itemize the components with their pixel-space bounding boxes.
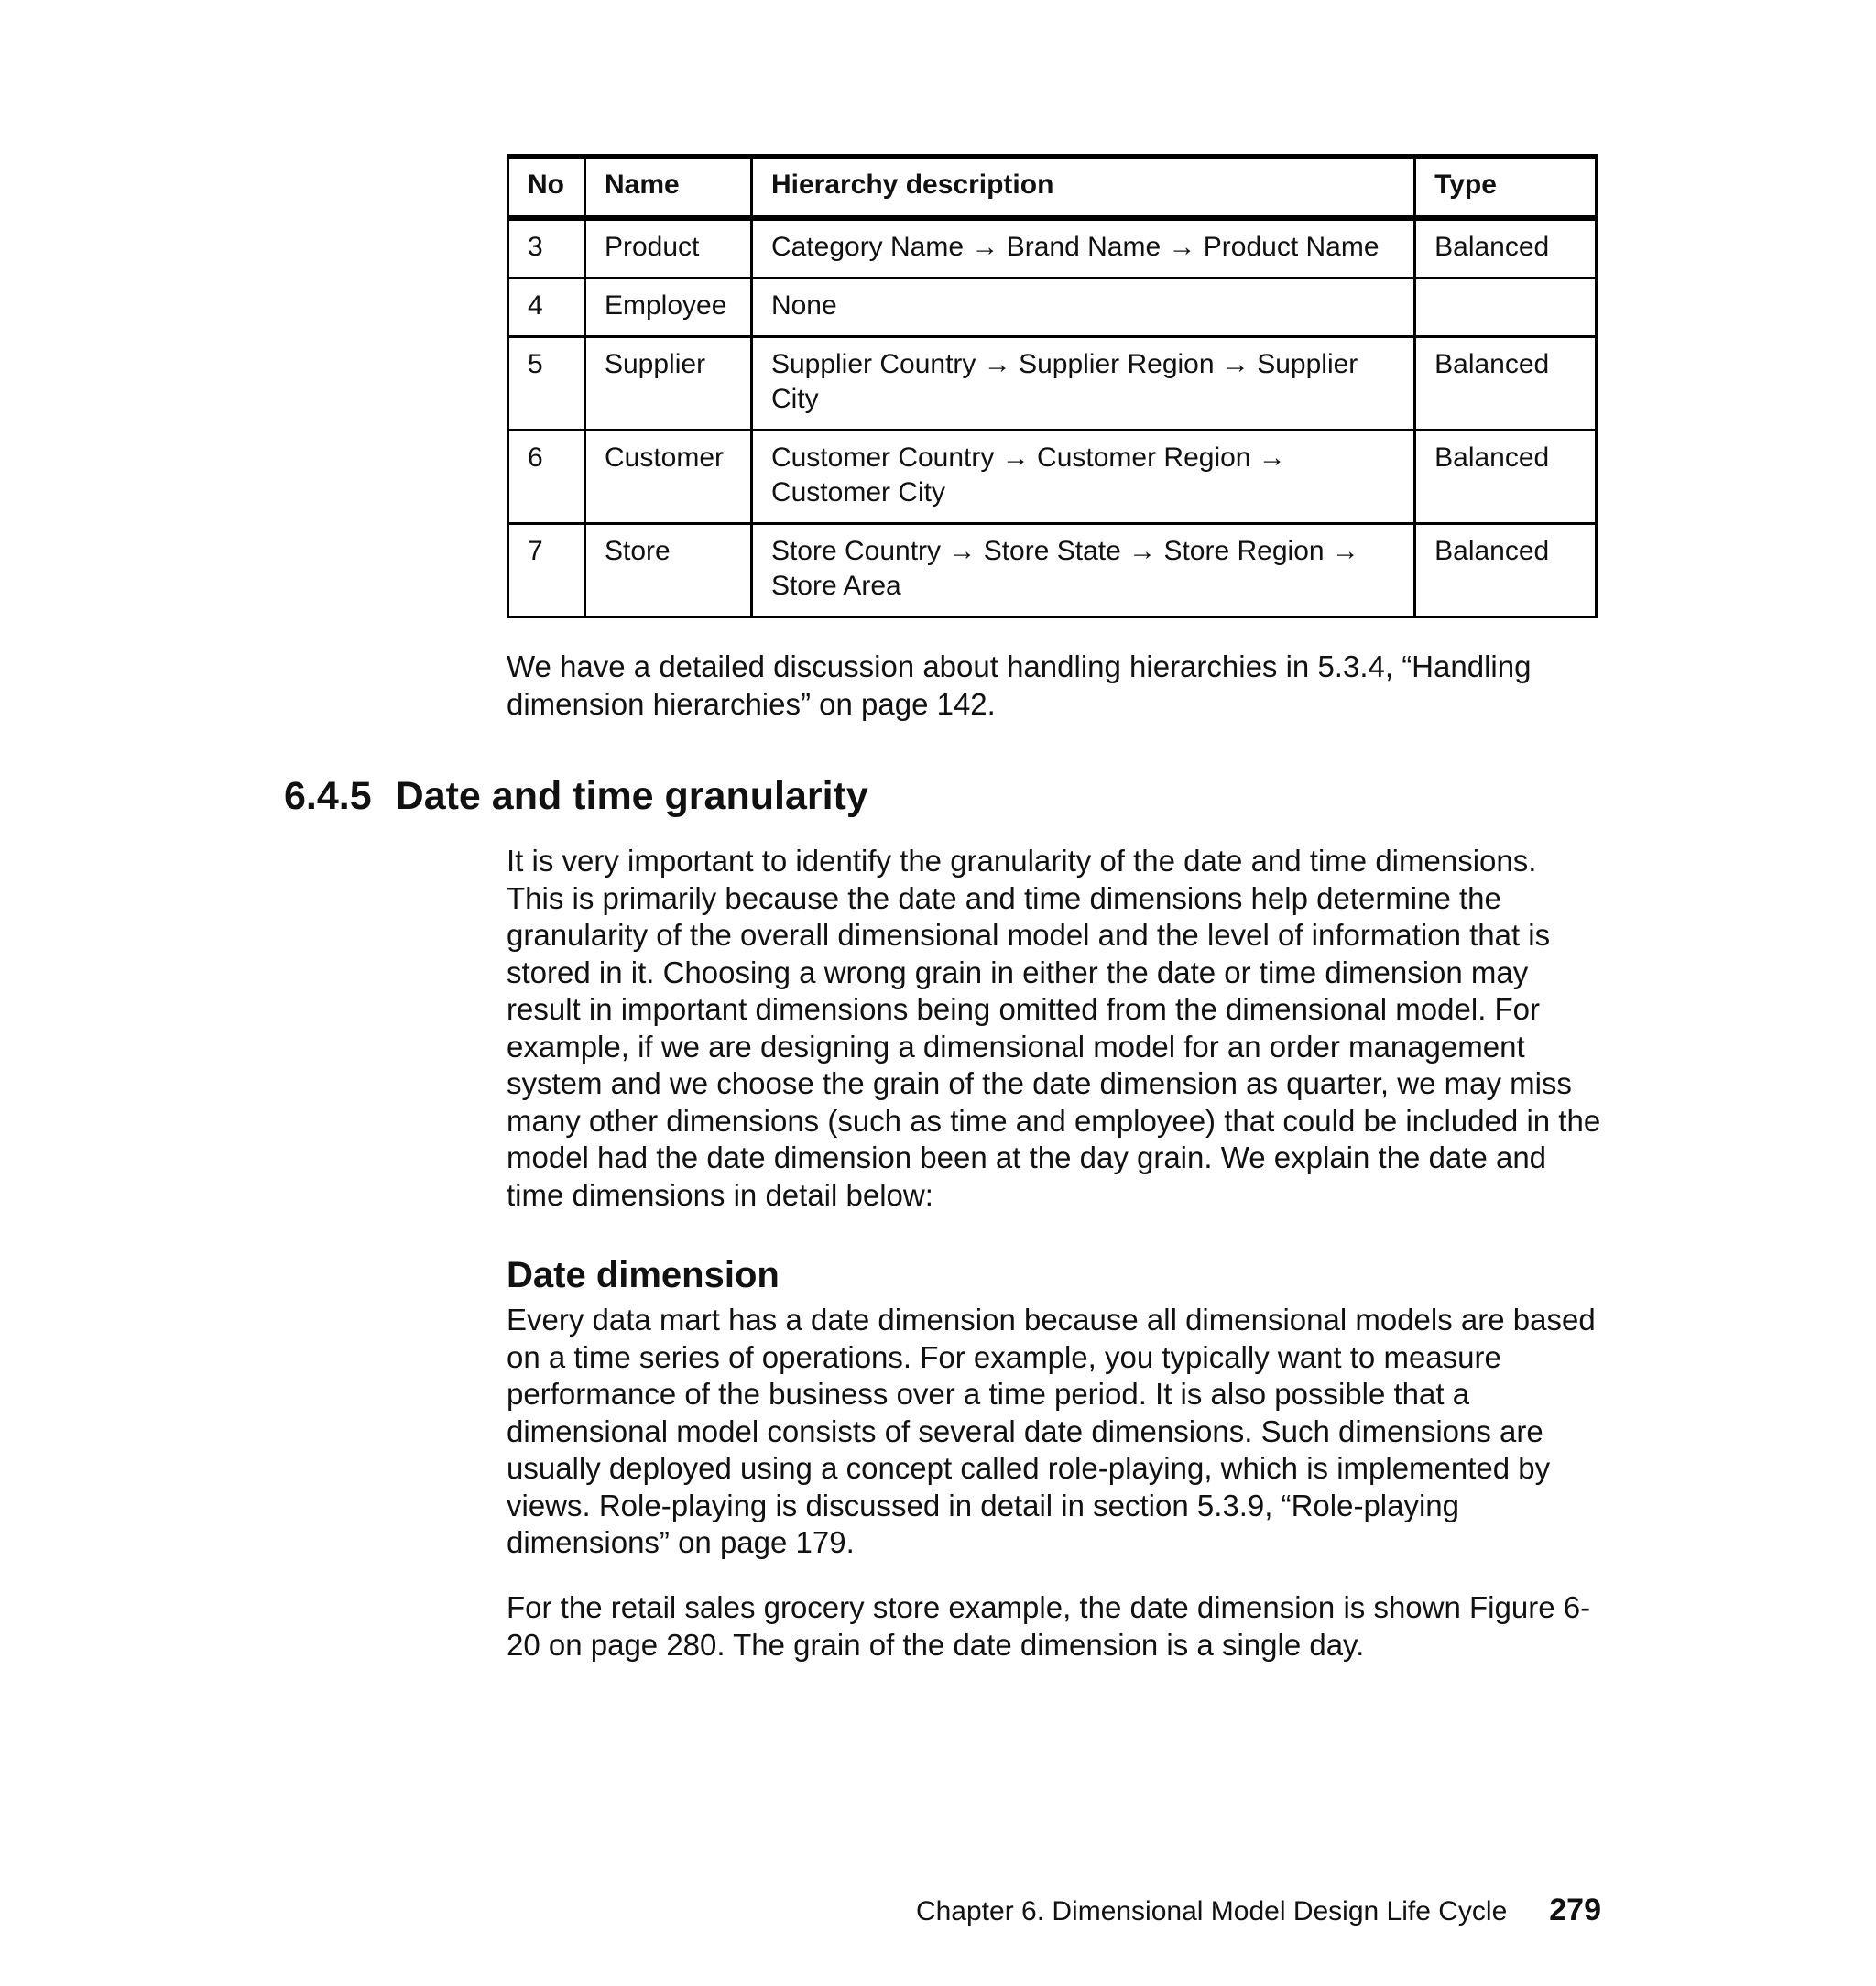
section-number: 6.4.5 xyxy=(284,774,372,818)
cell-description: Customer Country → Customer Region → Customer City xyxy=(751,431,1414,524)
cell-description: None xyxy=(751,278,1414,337)
cell-type: Balanced xyxy=(1415,337,1597,431)
cell-name: Product xyxy=(584,218,751,278)
hierarchy-table xyxy=(507,154,1598,618)
table-row xyxy=(508,524,1597,617)
header-type: Type xyxy=(1415,157,1597,218)
page-number: 279 xyxy=(1549,1893,1601,1927)
cell-type: Balanced xyxy=(1415,218,1597,278)
header-hierarchy-description: Hierarchy description xyxy=(751,157,1414,218)
subsection-paragraph-2: For the retail sales grocery store example, the date dimension is shown Figure 6-20 on page 280. The grain of the date dimension is a single day. xyxy=(507,1590,1591,1662)
footer-chapter-title: Chapter 6. Dimensional Model Design Life Cycle xyxy=(915,1896,1508,1926)
table-row xyxy=(508,218,1597,278)
cell-description: Store Country → Store State → Store Region → Store Area xyxy=(751,524,1414,617)
cell-no: 4 xyxy=(508,278,585,337)
table-row xyxy=(508,278,1597,337)
cell-name: Supplier xyxy=(584,337,751,431)
hierarchy-table-container xyxy=(507,154,1598,618)
table-row xyxy=(508,337,1597,431)
cell-type: Balanced xyxy=(1415,524,1597,617)
cell-no: 7 xyxy=(508,524,585,617)
header-name: Name xyxy=(584,157,751,218)
table-header-row xyxy=(508,157,1597,218)
cell-no: 6 xyxy=(508,431,585,524)
intro-paragraph: We have a detailed discussion about handling hierarchies in 5.3.4, “Handling dimension hierarchies” on page 142. xyxy=(507,649,1532,721)
page-footer xyxy=(916,1892,1601,1930)
table-row xyxy=(508,431,1597,524)
cell-description: Supplier Country → Supplier Region → Supplier City xyxy=(751,337,1414,431)
cell-no: 5 xyxy=(508,337,585,431)
subsection-heading: Date dimension xyxy=(507,1255,780,1295)
section-paragraph: It is very important to identify the granularity of the date and time dimensions. This is primarily because the date and time dimensions help determine the granularity of the overall dimensional model and the level of information that is stored in it. Choosing a wrong grain in either the date or time dimension may result in important dimensions being omitted from the dimensional model. For example, if we are designing a dimensional model for an order management system and we choose the grain of the date dimension as quarter, we may miss many other dimensions (such as time and employee) that could be included in the model had the date dimension been at the day grain. We explain the date and time dimensions in detail below: xyxy=(507,844,1601,1212)
cell-description: Category Name → Brand Name → Product Name xyxy=(751,218,1414,278)
cell-name: Customer xyxy=(584,431,751,524)
section-heading xyxy=(284,772,868,820)
header-no: No xyxy=(508,157,585,218)
section-title: Date and time granularity xyxy=(395,774,868,818)
cell-type xyxy=(1415,278,1597,337)
cell-type: Balanced xyxy=(1415,431,1597,524)
cell-name: Employee xyxy=(584,278,751,337)
cell-no: 3 xyxy=(508,218,585,278)
subsection-paragraph-1: Every data mart has a date dimension because all dimensional models are based on a time series of operations. For example, you typically want to measure performance of the business over a time period. It is also possible that a dimensional model consists of several date dimensions. Such dimensions are usually deployed using a concept called role-playing, which is implemented by views. Role-playing is discussed in detail in section 5.3.9, “Role-playing dimensions” on page 179. xyxy=(507,1303,1596,1559)
cell-name: Store xyxy=(584,524,751,617)
